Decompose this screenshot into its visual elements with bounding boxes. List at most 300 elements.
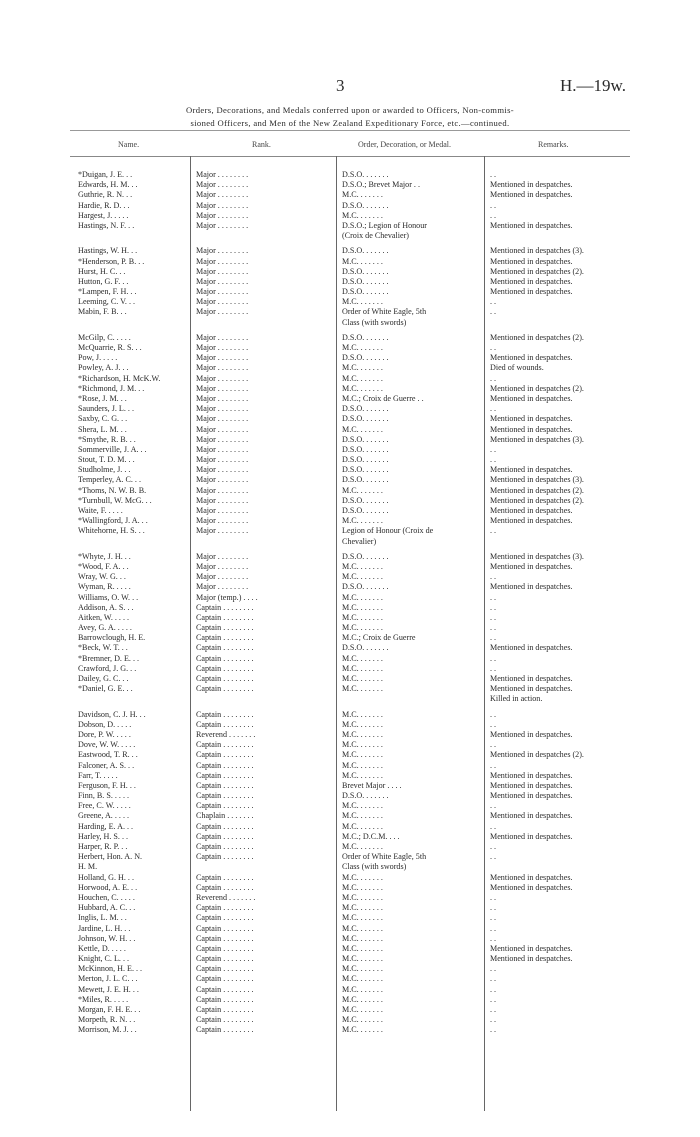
- table-row: [0, 974, 700, 984]
- rank-cell: Major . . . . . . . .: [196, 343, 249, 352]
- remarks-cell: Mentioned in despatches.: [490, 831, 573, 841]
- name-cell: Kettle, D. . . . .: [78, 943, 126, 953]
- order-cell: M.C. . . . . . .: [342, 653, 383, 663]
- name-cell: Wray, W. G. . .: [78, 572, 126, 582]
- table-row: [0, 333, 700, 343]
- column-header-remarks: Remarks.: [538, 140, 569, 149]
- order-cell: Order of White Eagle, 5th: [342, 307, 427, 317]
- rank-cell: Major . . . . . . . .: [196, 220, 249, 230]
- order-cell: M.C. . . . . . .: [342, 740, 383, 750]
- order-cell: D.S.O. . . . . . .: [342, 506, 389, 515]
- heading-rule: [70, 130, 630, 131]
- order-cell: (Croix de Chevalier): [342, 231, 409, 241]
- order-cell: M.C. . . . . . .: [342, 485, 383, 495]
- table-row: [0, 613, 700, 623]
- name-cell: Morpeth, R. N. . .: [78, 1015, 136, 1025]
- table-row: [0, 781, 700, 791]
- order-cell: Brevet Major . . . .: [342, 780, 402, 790]
- remarks-cell: . .: [490, 1015, 497, 1025]
- name-cell: Sommerville, J. A. . .: [78, 444, 147, 454]
- name-cell: Harding, E. A. . .: [78, 821, 134, 831]
- table-row: [0, 791, 700, 801]
- remarks-cell: . .: [490, 663, 497, 673]
- name-cell: *Duigan, J. E. . .: [78, 170, 133, 179]
- order-cell: M.C. . . . . . .: [342, 709, 383, 719]
- table-row: [0, 180, 700, 190]
- order-cell: D.S.O. . . . . . .: [342, 287, 389, 297]
- remarks-cell: Mentioned in despatches.: [490, 424, 573, 434]
- rank-cell: Major . . . . . . . .: [196, 353, 249, 363]
- order-cell: Legion of Honour (Croix de: [342, 526, 434, 536]
- remarks-cell: Mentioned in despatches.: [490, 643, 573, 653]
- order-cell: M.C. . . . . . .: [342, 424, 383, 434]
- table-row: [0, 343, 700, 353]
- remarks-cell: Mentioned in despatches.: [490, 353, 573, 363]
- table-row: [0, 883, 700, 893]
- table-heading-line-1: Orders, Decorations, and Medals conferred upon or awarded to Officers, Non-commis-: [185, 105, 515, 115]
- name-cell: Hastings, N. F. . .: [78, 220, 135, 230]
- order-cell: D.S.O. . . . . . .: [342, 495, 389, 505]
- name-cell: Waite, F. . . . .: [78, 506, 123, 515]
- order-cell: D.S.O. . . . . . .: [342, 404, 389, 414]
- column-header-order: Order, Decoration, or Medal.: [358, 140, 451, 149]
- rank-cell: Major . . . . . . . .: [196, 180, 249, 190]
- name-cell: Inglis, L. M. . .: [78, 913, 127, 923]
- remarks-cell: Mentioned in despatches.: [490, 256, 573, 266]
- remarks-cell: Mentioned in despatches (3).: [490, 475, 584, 485]
- name-cell: Mewett, J. E. H. . .: [78, 984, 139, 994]
- order-cell: M.C. . . . . . .: [342, 572, 383, 582]
- remarks-cell: . .: [490, 821, 497, 831]
- name-cell: Whitehorne, H. S. . .: [78, 526, 145, 536]
- rank-cell: Major . . . . . . . .: [196, 210, 249, 220]
- remarks-cell: . .: [490, 852, 497, 862]
- rank-cell: Captain . . . . . . . .: [196, 923, 254, 933]
- order-cell: D.S.O.; Brevet Major . .: [342, 180, 421, 190]
- rank-cell: Captain . . . . . . . .: [196, 852, 254, 862]
- order-cell: M.C. . . . . . .: [342, 363, 383, 373]
- table-row: [0, 720, 700, 730]
- name-cell: Finn, B. S. . . . .: [78, 791, 130, 801]
- table-row: [0, 257, 700, 267]
- remarks-cell: . .: [490, 1005, 497, 1014]
- name-cell: Hastings, W. H. . .: [78, 246, 138, 256]
- table-row: [0, 552, 700, 562]
- order-cell: D.S.O. . . . . . .: [342, 475, 389, 485]
- rank-cell: Major . . . . . . . .: [196, 572, 249, 582]
- table-row: [0, 267, 700, 277]
- table-row: [0, 496, 700, 506]
- rank-cell: Captain . . . . . . . .: [196, 842, 254, 851]
- table-row: [0, 593, 700, 603]
- order-cell: M.C.; Croix de Guerre . .: [342, 393, 424, 403]
- name-cell: Farr, T. . . . .: [78, 770, 118, 780]
- order-cell: Order of White Eagle, 5th: [342, 852, 427, 862]
- remarks-cell: Mentioned in despatches.: [490, 190, 573, 200]
- remarks-cell: Mentioned in despatches (2).: [490, 495, 584, 505]
- name-cell: Dailey, G. C. . .: [78, 674, 129, 683]
- table-row: [0, 318, 700, 328]
- name-cell: Holland, G. H. . .: [78, 872, 134, 882]
- remarks-cell: . .: [490, 592, 497, 602]
- table-row: [0, 572, 700, 582]
- table-row: [0, 353, 700, 363]
- order-cell: M.C. . . . . . .: [342, 872, 383, 882]
- rank-cell: Captain . . . . . . . .: [196, 984, 254, 994]
- name-cell: Eastwood, T. R. . .: [78, 750, 138, 760]
- rank-cell: Major . . . . . . . .: [196, 266, 249, 276]
- table-row: [0, 246, 700, 256]
- table-row: [0, 1015, 700, 1025]
- rank-cell: Major . . . . . . . .: [196, 434, 249, 444]
- order-cell: M.C. . . . . . .: [342, 923, 383, 933]
- order-cell: D.S.O. . . . . . .: [342, 434, 389, 444]
- name-cell: Stout, T. D. M. . .: [78, 455, 135, 465]
- table-row: [0, 873, 700, 883]
- rank-cell: Captain . . . . . . . .: [196, 740, 254, 750]
- rank-cell: Major . . . . . . . .: [196, 256, 249, 266]
- name-cell: Hutton, G. F. . .: [78, 276, 129, 286]
- order-cell: D.S.O. . . . . . .: [342, 791, 389, 801]
- order-cell: Class (with swords): [342, 862, 407, 872]
- remarks-cell: Mentioned in despatches.: [490, 582, 573, 592]
- remarks-cell: Killed in action.: [490, 694, 543, 704]
- name-cell: Johnson, W. H. . .: [78, 933, 136, 943]
- rank-cell: Major . . . . . . . .: [196, 414, 249, 424]
- table-row: [0, 307, 700, 317]
- name-cell: Davidson, C. J. H. . .: [78, 709, 146, 719]
- name-cell: Shera, L. M. . .: [78, 424, 127, 434]
- order-cell: D.S.O. . . . . . .: [342, 455, 389, 465]
- remarks-cell: Mentioned in despatches.: [490, 516, 573, 526]
- table-row: [0, 425, 700, 435]
- order-cell: M.C. . . . . . .: [342, 892, 383, 902]
- table-row: [0, 384, 700, 394]
- order-cell: M.C. . . . . . .: [342, 1015, 383, 1025]
- rank-cell: Captain . . . . . . . .: [196, 770, 254, 780]
- table-row: [0, 465, 700, 475]
- table-row: [0, 761, 700, 771]
- name-cell: *Miles, R. . . . .: [78, 994, 129, 1004]
- rank-cell: Major . . . . . . . .: [196, 455, 249, 465]
- awards-table: [0, 170, 700, 1036]
- order-cell: M.C. . . . . . .: [342, 913, 383, 923]
- rank-cell: Major . . . . . . . .: [196, 495, 249, 505]
- table-row: [0, 603, 700, 613]
- remarks-cell: Mentioned in despatches (2).: [490, 485, 584, 495]
- rank-cell: Major . . . . . . . .: [196, 506, 249, 515]
- remarks-cell: Mentioned in despatches.: [490, 954, 573, 964]
- remarks-cell: . .: [490, 623, 497, 633]
- order-cell: D.S.O. . . . . . .: [342, 170, 389, 179]
- rank-cell: Major . . . . . . . .: [196, 383, 249, 393]
- table-row: [0, 526, 700, 536]
- name-cell: Hurst, H. C. . .: [78, 266, 126, 276]
- order-cell: D.S.O. . . . . . .: [342, 353, 389, 363]
- name-cell: *Lampen, F. H. . .: [78, 287, 137, 297]
- table-row: [0, 582, 700, 592]
- table-row: [0, 190, 700, 200]
- remarks-cell: . .: [490, 210, 497, 220]
- remarks-cell: Mentioned in despatches.: [490, 770, 573, 780]
- order-cell: M.C. . . . . . .: [342, 964, 383, 974]
- rank-cell: Captain . . . . . . . .: [196, 954, 254, 964]
- rank-cell: Major . . . . . . . .: [196, 516, 249, 526]
- remarks-cell: Mentioned in despatches.: [490, 780, 573, 790]
- name-cell: Morrison, M. J. . .: [78, 1025, 137, 1035]
- remarks-cell: . .: [490, 343, 497, 352]
- table-row: [0, 771, 700, 781]
- rank-cell: Major . . . . . . . .: [196, 444, 249, 454]
- column-header-rank: Rank.: [252, 140, 271, 149]
- order-cell: D.S.O. . . . . . .: [342, 643, 389, 653]
- column-header-name: Name.: [118, 140, 140, 149]
- rank-cell: Captain . . . . . . . .: [196, 943, 254, 953]
- order-cell: M.C. . . . . . .: [342, 602, 383, 612]
- name-cell: *Richmond, J. M. . .: [78, 383, 145, 393]
- rank-cell: Captain . . . . . . . .: [196, 1025, 254, 1035]
- table-row: [0, 934, 700, 944]
- table-row: [0, 832, 700, 842]
- remarks-cell: . .: [490, 444, 497, 454]
- name-cell: Ferguson, F. H. . .: [78, 780, 136, 790]
- rank-cell: Captain . . . . . . . .: [196, 994, 254, 1004]
- table-row: [0, 374, 700, 384]
- table-row: [0, 537, 700, 547]
- table-row: [0, 750, 700, 760]
- name-cell: Williams, O. W. . .: [78, 592, 139, 602]
- order-cell: D.S.O. . . . . . .: [342, 582, 389, 592]
- order-cell: M.C. . . . . . .: [342, 592, 383, 602]
- table-row: [0, 944, 700, 954]
- order-cell: M.C. . . . . . .: [342, 954, 383, 964]
- order-cell: M.C. . . . . . .: [342, 719, 383, 729]
- page-number: 3: [336, 76, 345, 95]
- name-cell: Hardie, R. D. . .: [78, 200, 130, 210]
- table-row: [0, 654, 700, 664]
- name-cell: Free, C. W. . . . .: [78, 801, 131, 811]
- remarks-cell: . .: [490, 709, 497, 719]
- rank-cell: Captain . . . . . . . .: [196, 882, 254, 892]
- remarks-cell: Mentioned in despatches.: [490, 811, 573, 821]
- name-cell: Harper, R. P. . .: [78, 842, 128, 851]
- name-cell: Dove, W. W. . . . .: [78, 740, 136, 750]
- table-row: [0, 394, 700, 404]
- remarks-cell: Mentioned in despatches.: [490, 674, 573, 683]
- remarks-cell: . .: [490, 994, 497, 1004]
- name-cell: Horwood, A. E. . .: [78, 882, 138, 892]
- order-cell: M.C. . . . . . .: [342, 674, 383, 683]
- rank-cell: Major . . . . . . . .: [196, 332, 249, 342]
- name-cell: *Daniel, G. E. . .: [78, 684, 133, 694]
- order-cell: M.C. . . . . . .: [342, 383, 383, 393]
- table-row: [0, 404, 700, 414]
- rank-cell: Major (temp.) . . . .: [196, 592, 258, 602]
- remarks-cell: Mentioned in despatches (3).: [490, 434, 584, 444]
- name-cell: Edwards, H. M. . .: [78, 180, 138, 190]
- rank-cell: Major . . . . . . . .: [196, 485, 249, 495]
- rank-cell: Reverend . . . . . . .: [196, 729, 256, 739]
- remarks-cell: . .: [490, 526, 497, 536]
- rank-cell: Captain . . . . . . . .: [196, 643, 254, 653]
- table-row: [0, 822, 700, 832]
- order-cell: M.C. . . . . . .: [342, 801, 383, 811]
- remarks-cell: . .: [490, 842, 497, 851]
- remarks-cell: . .: [490, 984, 497, 994]
- table-row: [0, 913, 700, 923]
- remarks-cell: . .: [490, 612, 497, 622]
- order-cell: D.S.O. . . . . . .: [342, 414, 389, 424]
- order-cell: M.C. . . . . . .: [342, 343, 383, 352]
- table-row: [0, 363, 700, 373]
- order-cell: D.S.O. . . . . . .: [342, 200, 389, 210]
- table-row: [0, 221, 700, 231]
- order-cell: M.C. . . . . . .: [342, 729, 383, 739]
- name-cell: Pow, J. . . . .: [78, 353, 118, 363]
- remarks-cell: . .: [490, 297, 497, 307]
- name-cell: Avey, G. A. . . . .: [78, 623, 132, 633]
- order-cell: M.C. . . . . . .: [342, 984, 383, 994]
- remarks-cell: . .: [490, 740, 497, 750]
- name-cell: Morgan, F. H. E. . .: [78, 1005, 141, 1014]
- rank-cell: Major . . . . . . . .: [196, 246, 249, 256]
- rank-cell: Major . . . . . . . .: [196, 561, 249, 571]
- table-row: [0, 633, 700, 643]
- name-cell: Saunders, J. L. . .: [78, 404, 134, 414]
- rank-cell: Captain . . . . . . . .: [196, 674, 254, 683]
- name-cell: Hargest, J. . . . .: [78, 210, 129, 220]
- order-cell: D.S.O. . . . . . .: [342, 246, 389, 256]
- rank-cell: Captain . . . . . . . .: [196, 801, 254, 811]
- rank-cell: Captain . . . . . . . .: [196, 872, 254, 882]
- order-cell: M.C. . . . . . .: [342, 1025, 383, 1035]
- remarks-cell: Mentioned in despatches (2).: [490, 332, 584, 342]
- order-cell: M.C. . . . . . .: [342, 933, 383, 943]
- table-row: [0, 740, 700, 750]
- rank-cell: Major . . . . . . . .: [196, 404, 249, 414]
- remarks-cell: Mentioned in despatches.: [490, 561, 573, 571]
- order-cell: M.C. . . . . . .: [342, 882, 383, 892]
- rank-cell: Major . . . . . . . .: [196, 190, 249, 200]
- rank-cell: Captain . . . . . . . .: [196, 791, 254, 801]
- order-cell: M.C.; D.C.M. . . .: [342, 831, 400, 841]
- rank-cell: Captain . . . . . . . .: [196, 760, 254, 770]
- document-reference: H.—19w.: [560, 76, 626, 95]
- rank-cell: Major . . . . . . . .: [196, 287, 249, 297]
- rank-cell: Reverend . . . . . . .: [196, 892, 256, 902]
- remarks-cell: . .: [490, 913, 497, 923]
- order-cell: M.C. . . . . . .: [342, 821, 383, 831]
- table-row: [0, 287, 700, 297]
- remarks-cell: . .: [490, 455, 497, 465]
- order-cell: M.C. . . . . . .: [342, 943, 383, 953]
- rank-cell: Captain . . . . . . . .: [196, 1015, 254, 1025]
- remarks-cell: Mentioned in despatches (2).: [490, 750, 584, 760]
- name-cell: Knight, C. L. . .: [78, 954, 130, 964]
- table-row: [0, 664, 700, 674]
- order-cell: Class (with swords): [342, 317, 407, 327]
- name-cell: Leeming, C. V. . .: [78, 297, 136, 307]
- remarks-cell: Mentioned in despatches.: [490, 729, 573, 739]
- order-cell: M.C. . . . . . .: [342, 903, 383, 913]
- name-cell: Herbert, Hon. A. N.: [78, 852, 143, 862]
- remarks-cell: . .: [490, 923, 497, 933]
- table-row: [0, 562, 700, 572]
- rank-cell: Major . . . . . . . .: [196, 307, 249, 317]
- order-cell: M.C. . . . . . .: [342, 994, 383, 1004]
- remarks-cell: . .: [490, 1025, 497, 1035]
- rank-cell: Major . . . . . . . .: [196, 551, 249, 561]
- table-row: [0, 730, 700, 740]
- table-row: [0, 455, 700, 465]
- table-row: [0, 924, 700, 934]
- order-cell: M.C. . . . . . .: [342, 811, 383, 821]
- table-row: [0, 516, 700, 526]
- remarks-cell: . .: [490, 307, 497, 317]
- order-cell: M.C. . . . . . .: [342, 190, 383, 200]
- rank-cell: Major . . . . . . . .: [196, 297, 249, 307]
- table-row: [0, 1005, 700, 1015]
- order-cell: M.C. . . . . . .: [342, 750, 383, 760]
- remarks-cell: . .: [490, 200, 497, 210]
- rank-cell: Captain . . . . . . . .: [196, 633, 254, 643]
- order-cell: M.C. . . . . . .: [342, 373, 383, 383]
- remarks-cell: . .: [490, 373, 497, 383]
- remarks-cell: Mentioned in despatches.: [490, 465, 573, 475]
- order-cell: D.S.O.; Legion of Honour: [342, 220, 427, 230]
- remarks-cell: Mentioned in despatches.: [490, 393, 573, 403]
- table-row: [0, 201, 700, 211]
- order-cell: D.S.O. . . . . . .: [342, 444, 389, 454]
- order-cell: M.C. . . . . . .: [342, 623, 383, 633]
- remarks-cell: Mentioned in despatches.: [490, 276, 573, 286]
- remarks-cell: . .: [490, 974, 497, 984]
- name-cell: Houchen, C. . . . .: [78, 892, 135, 902]
- remarks-cell: . .: [490, 653, 497, 663]
- table-row: [0, 985, 700, 995]
- name-cell: Temperley, A. C. . .: [78, 475, 141, 485]
- name-cell: *Henderson, P. B. . .: [78, 256, 145, 266]
- table-row: [0, 801, 700, 811]
- remarks-cell: . .: [490, 892, 497, 902]
- table-row: [0, 170, 700, 180]
- order-cell: D.S.O. . . . . . .: [342, 266, 389, 276]
- remarks-cell: Mentioned in despatches.: [490, 414, 573, 424]
- rank-cell: Captain . . . . . . . .: [196, 913, 254, 923]
- name-cell: Studholme, J. . .: [78, 465, 131, 475]
- rank-cell: Captain . . . . . . . .: [196, 831, 254, 841]
- rank-cell: Major . . . . . . . .: [196, 475, 249, 485]
- remarks-cell: . .: [490, 903, 497, 913]
- table-heading-line-2: sioned Officers, and Men of the New Zealand Expeditionary Force, etc.—continued.: [190, 118, 510, 128]
- table-row: [0, 1025, 700, 1035]
- order-cell: M.C. . . . . . .: [342, 770, 383, 780]
- name-cell: Powley, A. J. . .: [78, 363, 129, 373]
- table-row: [0, 231, 700, 241]
- column-header-rule: [70, 156, 630, 157]
- table-row: [0, 694, 700, 704]
- remarks-cell: . .: [490, 170, 497, 179]
- table-row: [0, 852, 700, 862]
- remarks-cell: Mentioned in despatches (3).: [490, 246, 584, 256]
- rank-cell: Captain . . . . . . . .: [196, 623, 254, 633]
- rank-cell: Major . . . . . . . .: [196, 465, 249, 475]
- order-cell: D.S.O. . . . . . .: [342, 465, 389, 475]
- remarks-cell: Mentioned in despatches (2).: [490, 383, 584, 393]
- rank-cell: Major . . . . . . . .: [196, 424, 249, 434]
- order-cell: D.S.O. . . . . . .: [342, 276, 389, 286]
- rank-cell: Captain . . . . . . . .: [196, 933, 254, 943]
